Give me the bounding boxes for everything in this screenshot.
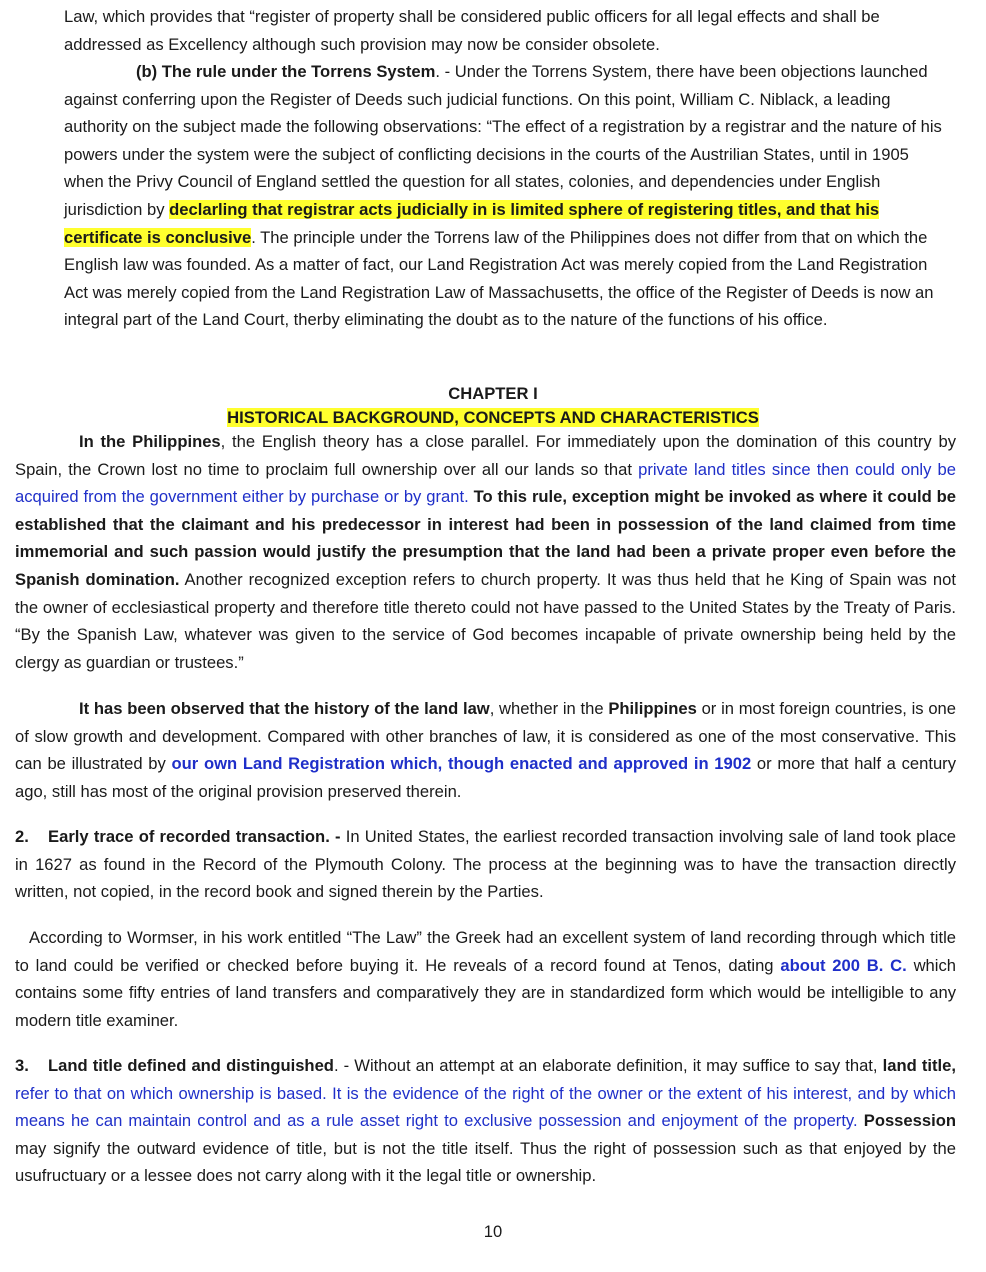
lead-text: It has been observed that the history of the land law xyxy=(79,699,490,718)
bold-text: land title, xyxy=(882,1056,956,1075)
bold-text: To this rule, exception might be invoked as where it could be established that the claimant and his predecessor in interest had been in possession of the land claimed from time immemorial and such passion would justify the presumption that the land had been a private proper even before the Spanish domination. xyxy=(15,487,956,589)
blue-bold-text: our own Land Registration which, though enacted and approved in 1902 xyxy=(171,754,752,774)
paragraph-text: or in most foreign countries, is one of slow growth and development. Compared with other branches of law, it is considered as one of the most conservative. This can be illustrated by xyxy=(15,699,956,774)
paragraph-text: may signify the outward evidence of title, but is not the title itself. Thus the right of possession such as that enjoyed by the usufructuary or a lessee does not carry along with it the legal title or ownership. xyxy=(15,1138,956,1186)
paragraph-excellency xyxy=(64,3,944,58)
section-heading: Land title defined and distinguished xyxy=(47,1056,334,1075)
section-number: 2. xyxy=(15,827,29,846)
paragraph-land-law-history xyxy=(15,695,956,805)
paragraph-text: . - Under the Torrens System, there have been objections launched against conferring upon the Register of Deeds such judicial functions. On this point, William C. Niblack, a leading authority on the subject made the following observations: “The effect of a registration by a registrar and the nature of his powers under the system were the subject of conflicting decisions in the courts of the Austrilian States, until in 1905 when the Privy Council of England settled the question for all states, colonies, and dependencies under English jurisdiction by xyxy=(64,62,942,219)
blue-text: refer to that on which ownership is based. It is the evidence of the right of the owner or the extent of his interest, and by which means he can maintain control and as a rule asset right to exclusive possession and enjoyment of the property. xyxy=(15,1083,956,1131)
paragraph-wormser xyxy=(15,924,956,1034)
paragraph-text: . The principle under the Torrens law of the Philippines does not differ from that on which the English law was founded. As a matter of fact, our Land Registration Act was merely copied from the Land Registration Act was merely copied from the Land Registration Law of Massachusetts, the office of the Register of Deeds is now an integral part of the Land Court, therby eliminating the doubt as to the nature of the functions of his office. xyxy=(64,227,934,330)
paragraph-early-trace xyxy=(15,823,956,906)
paragraph-torrens-rule xyxy=(64,58,944,334)
paragraph-land-title xyxy=(15,1052,956,1190)
paragraph-text: Another recognized exception refers to church property. It was thus held that he King of Spain was not the owner of ecclesiastical property and therefore title thereto could not have passed to the United States by the Treaty of Paris. “By the Spanish Law, whatever was given to the service of God becomes incapable of private ownership being held by the clergy as guardian or trustees.” xyxy=(15,569,956,672)
section-heading: Early trace of recorded transaction. - xyxy=(48,827,341,846)
paragraph-text: or more that half a century ago, still has most of the original provision preserved therein. xyxy=(15,754,956,801)
lead-text: In the Philippines xyxy=(79,432,221,451)
section-number: 3. xyxy=(15,1056,29,1075)
page-number: 10 xyxy=(483,1222,503,1241)
paragraph-text: . - Without an attempt at an elaborate definition, it may suffice to say that, xyxy=(333,1056,883,1075)
paragraph-text: In United States, the earliest recorded transaction involving sale of land took place in 1627 as found in the Record of the Plymouth Colony. The process at the beginning was to have the transaction directly written, not copied, in the record book and signed therein by the Parties. xyxy=(15,827,956,902)
chapter-title: HISTORICAL BACKGROUND, CONCEPTS AND CHARACTERISTICS xyxy=(227,408,759,427)
section-heading: (b) The rule under the Torrens System xyxy=(136,62,436,81)
blue-bold-text: about 200 B. C. xyxy=(780,955,907,975)
bold-text: Philippines xyxy=(608,699,697,718)
paragraph-text: , whether in the xyxy=(489,699,609,718)
blue-text: private land titles since then could only be acquired from the government either by purchase or by grant. xyxy=(15,459,957,507)
paragraph-text: According to Wormser, in his work entitled “The Law” the Greek had an excellent system of land recording through which title to land could be verified or checked before buying it. He reveals of a record found at Tenos, dating xyxy=(15,928,956,975)
highlighted-text: declarling that registrar acts judicially in is limited sphere of registering titles, and that his certificate is conclusive xyxy=(64,199,880,247)
paragraph-text: Law, which provides that “register of property shall be considered public officers for all legal effects and shall be addressed as Excellency although such provision may now be consider obsolete. xyxy=(64,7,880,54)
paragraph-philippines xyxy=(15,428,956,676)
chapter-label: CHAPTER I xyxy=(448,384,538,403)
paragraph-text: which contains some fifty entries of land transfers and comparatively they are in standardized form which would be intelligible to any modern title examiner. xyxy=(15,955,957,1030)
bold-text: Possession xyxy=(863,1111,956,1131)
paragraph-text: , the English theory has a close parallel. For immediately upon the domination of this country by Spain, the Crown lost no time to proclaim full ownership over all our lands so that xyxy=(15,432,957,479)
